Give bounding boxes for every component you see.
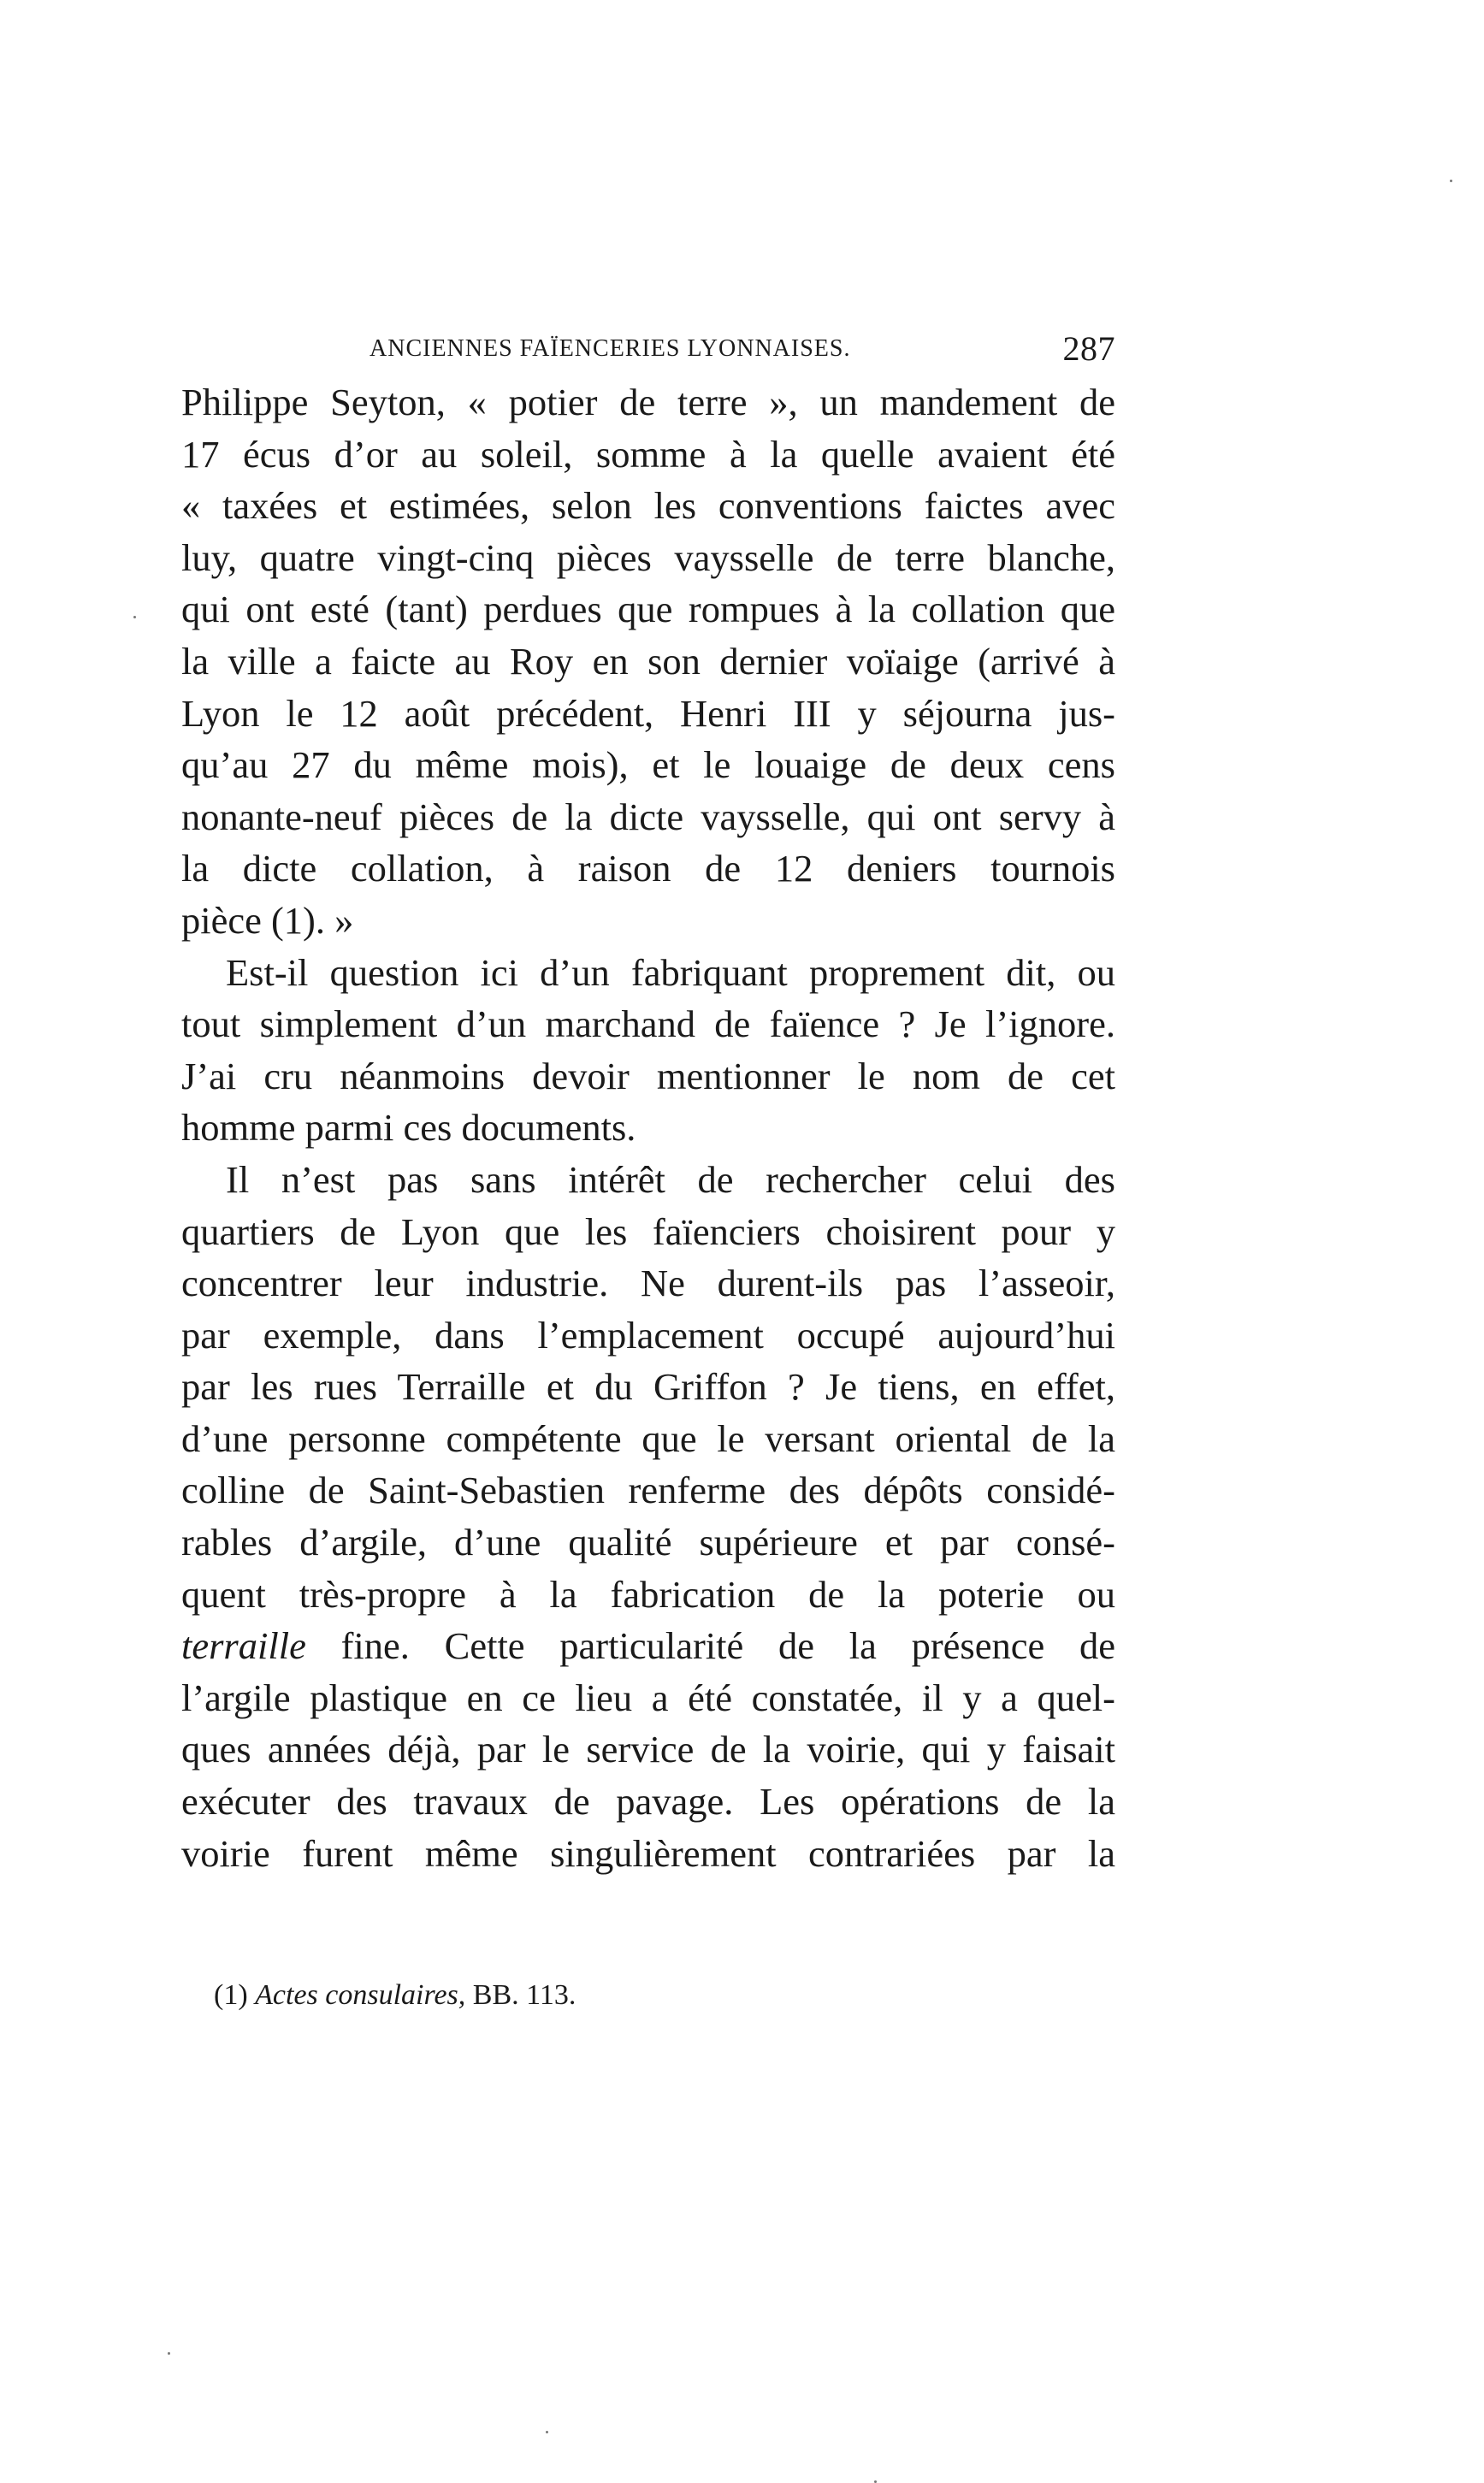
text-line-with-italic [181,1620,1115,1672]
text-line-rest: fine. Cette particularité de la présence de [340,1624,1115,1668]
text-line: concentrer leur industrie. Ne durent-ils pas l’asseoir, [181,1262,1115,1305]
text-line: l’argile plastique en ce lieu a été constatée, il y a quel- [181,1676,1115,1719]
text-line: Il n’est pas sans intérêt de rechercher celui des [226,1157,1115,1201]
paper-speck [546,2431,548,2433]
text-line: « taxées et estimées, selon les conventions faictes avec [181,484,1115,528]
running-head [181,328,1115,371]
footnote-reference: BB. 113. [472,1979,576,2011]
text-line: d’une personne compétente que le versant oriental de la [181,1416,1115,1460]
text-line: Lyon le 12 août précédent, Henri III y séjourna jus- [181,691,1115,735]
paper-speck [133,616,136,618]
text-line: quent très-propre à la fabrication de la poterie ou [181,1572,1115,1616]
text-line: rables d’argile, d’une qualité supérieure et par consé- [181,1521,1115,1564]
footnote-marker: (1) [214,1979,248,2011]
text-line: Philippe Seyton, « potier de terre », un mandement de [181,381,1115,423]
text-line: luy, quatre vingt-cinq pièces vaysselle de terre blanche, [181,535,1115,579]
footnote-source: Actes consulaires, [255,1979,466,2011]
paper-speck [168,2352,170,2355]
footnote [214,1979,576,2012]
text-line: tout simplement d’un marchand de faïence ? Je l’ignore. [181,1002,1115,1046]
text-line: la dicte collation, à raison de 12 deniers tournois [181,847,1115,890]
text-line: la ville a faicte au Roy en son dernier voïaige (arrivé à [181,639,1115,683]
text-line: par exemple, dans l’emplacement occupé aujourd’hui [181,1313,1115,1357]
text-line: ques années déjà, par le service de la voirie, qui y faisait [181,1728,1115,1771]
text-line: colline de Saint-Sebastien renferme des dépôts considé- [181,1469,1115,1512]
text-line: nonante-neuf pièces de la dicte vaysselle, qui ont servy à [181,795,1115,838]
text-line: homme parmi ces documents. [181,1106,636,1150]
body-text [181,376,1115,1879]
text-line: exécuter des travaux de pavage. Les opérations de la [181,1780,1115,1824]
text-line: qu’au 27 du même mois), et le louaige de deux cens [181,743,1115,787]
paper-speck [1450,180,1452,182]
text-line: Est-il question ici d’un fabriquant proprement dit, ou [226,950,1115,994]
text-line: qui ont esté (tant) perdues que rompues à la collation que [181,588,1115,631]
text-line: quartiers de Lyon que les faïenciers choisirent pour y [181,1209,1115,1253]
italic-word: terraille [181,1624,306,1668]
running-title: ANCIENNES FAÏENCERIES LYONNAISES. [370,335,851,362]
text-line: par les rues Terraille et du Griffon ? Je tiens, en effet, [181,1365,1115,1409]
text-line: pièce (1). » [181,898,354,942]
page-number: 287 [1062,329,1115,368]
text-line: 17 écus d’or au soleil, somme à la quelle avaient été [181,432,1115,476]
text-line: J’ai cru néanmoins devoir mentionner le nom de cet [181,1054,1115,1097]
text-line: voirie furent même singulièrement contrariées par la [181,1831,1115,1875]
